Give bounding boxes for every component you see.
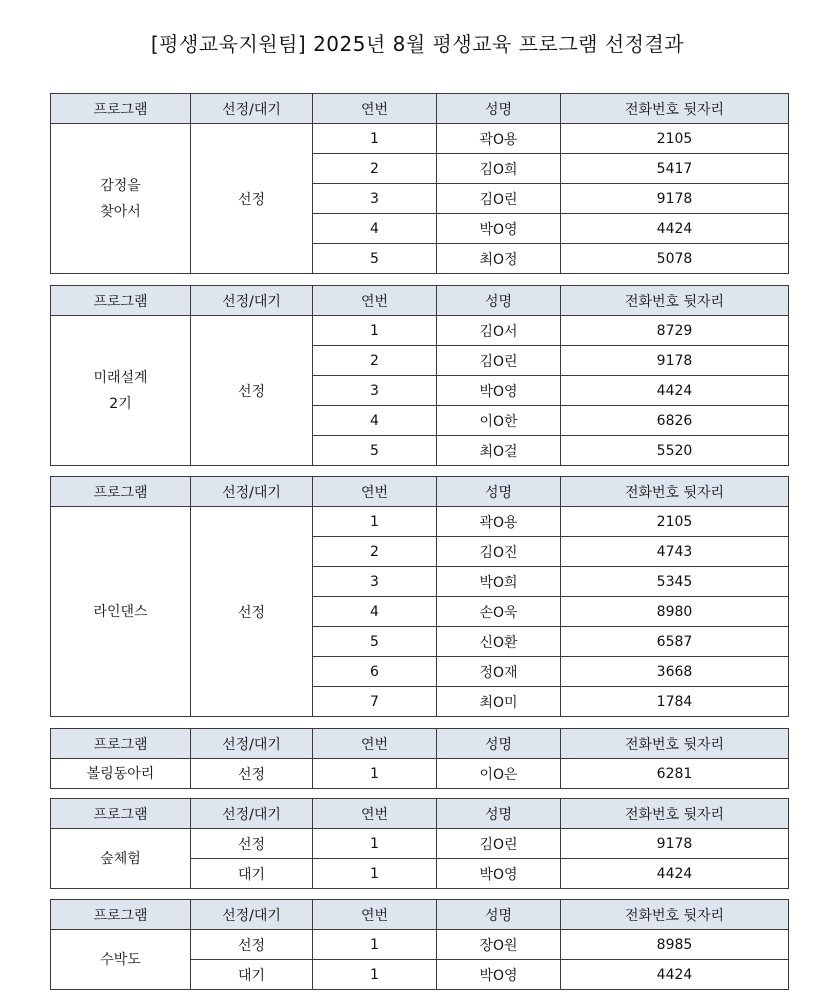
number-cell: 5: [313, 436, 437, 466]
number-cell: 1: [313, 829, 437, 859]
number-cell: 4: [313, 214, 437, 244]
status-cell: 대기: [191, 859, 313, 889]
phone-cell: 4743: [561, 537, 789, 567]
number-cell: 6: [313, 657, 437, 687]
name-cell: 곽O용: [437, 124, 561, 154]
number-column-header: 연번: [313, 477, 437, 507]
number-cell: 1: [313, 859, 437, 889]
name-cell: 이O한: [437, 406, 561, 436]
phone-cell: 1784: [561, 687, 789, 717]
status-column-header: 선정/대기: [191, 94, 313, 124]
table-row: [51, 316, 789, 346]
phone-column-header: 전화번호 뒷자리: [561, 729, 789, 759]
name-cell: 박O희: [437, 567, 561, 597]
number-cell: 3: [313, 376, 437, 406]
phone-cell: 8980: [561, 597, 789, 627]
phone-cell: 4424: [561, 960, 789, 990]
number-column-header: 연번: [313, 729, 437, 759]
phone-cell: 6281: [561, 759, 789, 789]
program-name-cell: 감정을 찾아서: [51, 124, 191, 274]
program-table: [50, 899, 789, 990]
name-cell: 김O린: [437, 184, 561, 214]
phone-cell: 8729: [561, 316, 789, 346]
name-cell: 박O영: [437, 859, 561, 889]
number-cell: 5: [313, 244, 437, 274]
header-row: [51, 729, 789, 759]
name-cell: 김O서: [437, 316, 561, 346]
phone-cell: 3668: [561, 657, 789, 687]
phone-cell: 4424: [561, 214, 789, 244]
program-column-header: 프로그램: [51, 477, 191, 507]
phone-cell: 8985: [561, 930, 789, 960]
phone-column-header: 전화번호 뒷자리: [561, 900, 789, 930]
name-cell: 김O희: [437, 154, 561, 184]
number-cell: 2: [313, 154, 437, 184]
name-cell: 박O영: [437, 214, 561, 244]
program-table: [50, 728, 789, 789]
status-cell: 선정: [191, 124, 313, 274]
header-row: [51, 900, 789, 930]
number-cell: 1: [313, 759, 437, 789]
phone-cell: 2105: [561, 124, 789, 154]
header-row: [51, 477, 789, 507]
name-cell: 장O원: [437, 930, 561, 960]
program-name-cell: 라인댄스: [51, 507, 191, 717]
name-cell: 김O린: [437, 829, 561, 859]
phone-cell: 5345: [561, 567, 789, 597]
name-cell: 최O정: [437, 244, 561, 274]
name-column-header: 성명: [437, 799, 561, 829]
phone-column-header: 전화번호 뒷자리: [561, 799, 789, 829]
name-column-header: 성명: [437, 729, 561, 759]
phone-cell: 6826: [561, 406, 789, 436]
status-cell: 선정: [191, 507, 313, 717]
number-cell: 2: [313, 346, 437, 376]
name-cell: 최O미: [437, 687, 561, 717]
phone-cell: 9178: [561, 346, 789, 376]
header-row: [51, 286, 789, 316]
status-cell: 선정: [191, 759, 313, 789]
table-row: [51, 507, 789, 537]
status-cell: 대기: [191, 960, 313, 990]
number-cell: 1: [313, 507, 437, 537]
status-column-header: 선정/대기: [191, 286, 313, 316]
program-column-header: 프로그램: [51, 799, 191, 829]
number-cell: 3: [313, 567, 437, 597]
number-cell: 1: [313, 124, 437, 154]
program-table: [50, 285, 789, 466]
status-column-header: 선정/대기: [191, 477, 313, 507]
name-cell: 정O재: [437, 657, 561, 687]
number-cell: 4: [313, 406, 437, 436]
name-cell: 김O린: [437, 346, 561, 376]
header-row: [51, 94, 789, 124]
status-column-header: 선정/대기: [191, 900, 313, 930]
phone-cell: 6587: [561, 627, 789, 657]
name-column-header: 성명: [437, 477, 561, 507]
table-row: [51, 930, 789, 960]
phone-cell: 2105: [561, 507, 789, 537]
name-column-header: 성명: [437, 900, 561, 930]
number-cell: 5: [313, 627, 437, 657]
phone-cell: 9178: [561, 829, 789, 859]
number-cell: 7: [313, 687, 437, 717]
name-cell: 박O영: [437, 376, 561, 406]
program-table: [50, 476, 789, 717]
table-row: [51, 759, 789, 789]
status-column-header: 선정/대기: [191, 799, 313, 829]
program-name-cell: 미래설계 2기: [51, 316, 191, 466]
name-cell: 박O영: [437, 960, 561, 990]
number-cell: 1: [313, 316, 437, 346]
program-name-cell: 볼링동아리: [51, 759, 191, 789]
number-cell: 1: [313, 960, 437, 990]
phone-column-header: 전화번호 뒷자리: [561, 286, 789, 316]
name-column-header: 성명: [437, 94, 561, 124]
status-cell: 선정: [191, 930, 313, 960]
program-column-header: 프로그램: [51, 94, 191, 124]
phone-column-header: 전화번호 뒷자리: [561, 477, 789, 507]
name-cell: 곽O용: [437, 507, 561, 537]
name-cell: 신O환: [437, 627, 561, 657]
page-title: [평생교육지원팀] 2025년 8월 평생교육 프로그램 선정결과: [150, 32, 685, 56]
number-column-header: 연번: [313, 799, 437, 829]
phone-cell: 5520: [561, 436, 789, 466]
header-row: [51, 799, 789, 829]
status-cell: 선정: [191, 829, 313, 859]
name-cell: 이O은: [437, 759, 561, 789]
name-cell: 손O욱: [437, 597, 561, 627]
number-column-header: 연번: [313, 94, 437, 124]
number-cell: 4: [313, 597, 437, 627]
number-column-header: 연번: [313, 900, 437, 930]
name-cell: 김O진: [437, 537, 561, 567]
number-cell: 1: [313, 930, 437, 960]
program-name-cell: 수박도: [51, 930, 191, 990]
status-cell: 선정: [191, 316, 313, 466]
program-column-header: 프로그램: [51, 729, 191, 759]
phone-cell: 4424: [561, 859, 789, 889]
name-cell: 최O걸: [437, 436, 561, 466]
program-table: [50, 93, 789, 274]
phone-cell: 9178: [561, 184, 789, 214]
status-column-header: 선정/대기: [191, 729, 313, 759]
phone-cell: 5078: [561, 244, 789, 274]
phone-column-header: 전화번호 뒷자리: [561, 94, 789, 124]
program-column-header: 프로그램: [51, 900, 191, 930]
program-column-header: 프로그램: [51, 286, 191, 316]
number-column-header: 연번: [313, 286, 437, 316]
table-row: [51, 124, 789, 154]
number-cell: 3: [313, 184, 437, 214]
program-table: [50, 798, 789, 889]
program-name-cell: 숲체험: [51, 829, 191, 889]
phone-cell: 4424: [561, 376, 789, 406]
number-cell: 2: [313, 537, 437, 567]
name-column-header: 성명: [437, 286, 561, 316]
phone-cell: 5417: [561, 154, 789, 184]
table-row: [51, 829, 789, 859]
